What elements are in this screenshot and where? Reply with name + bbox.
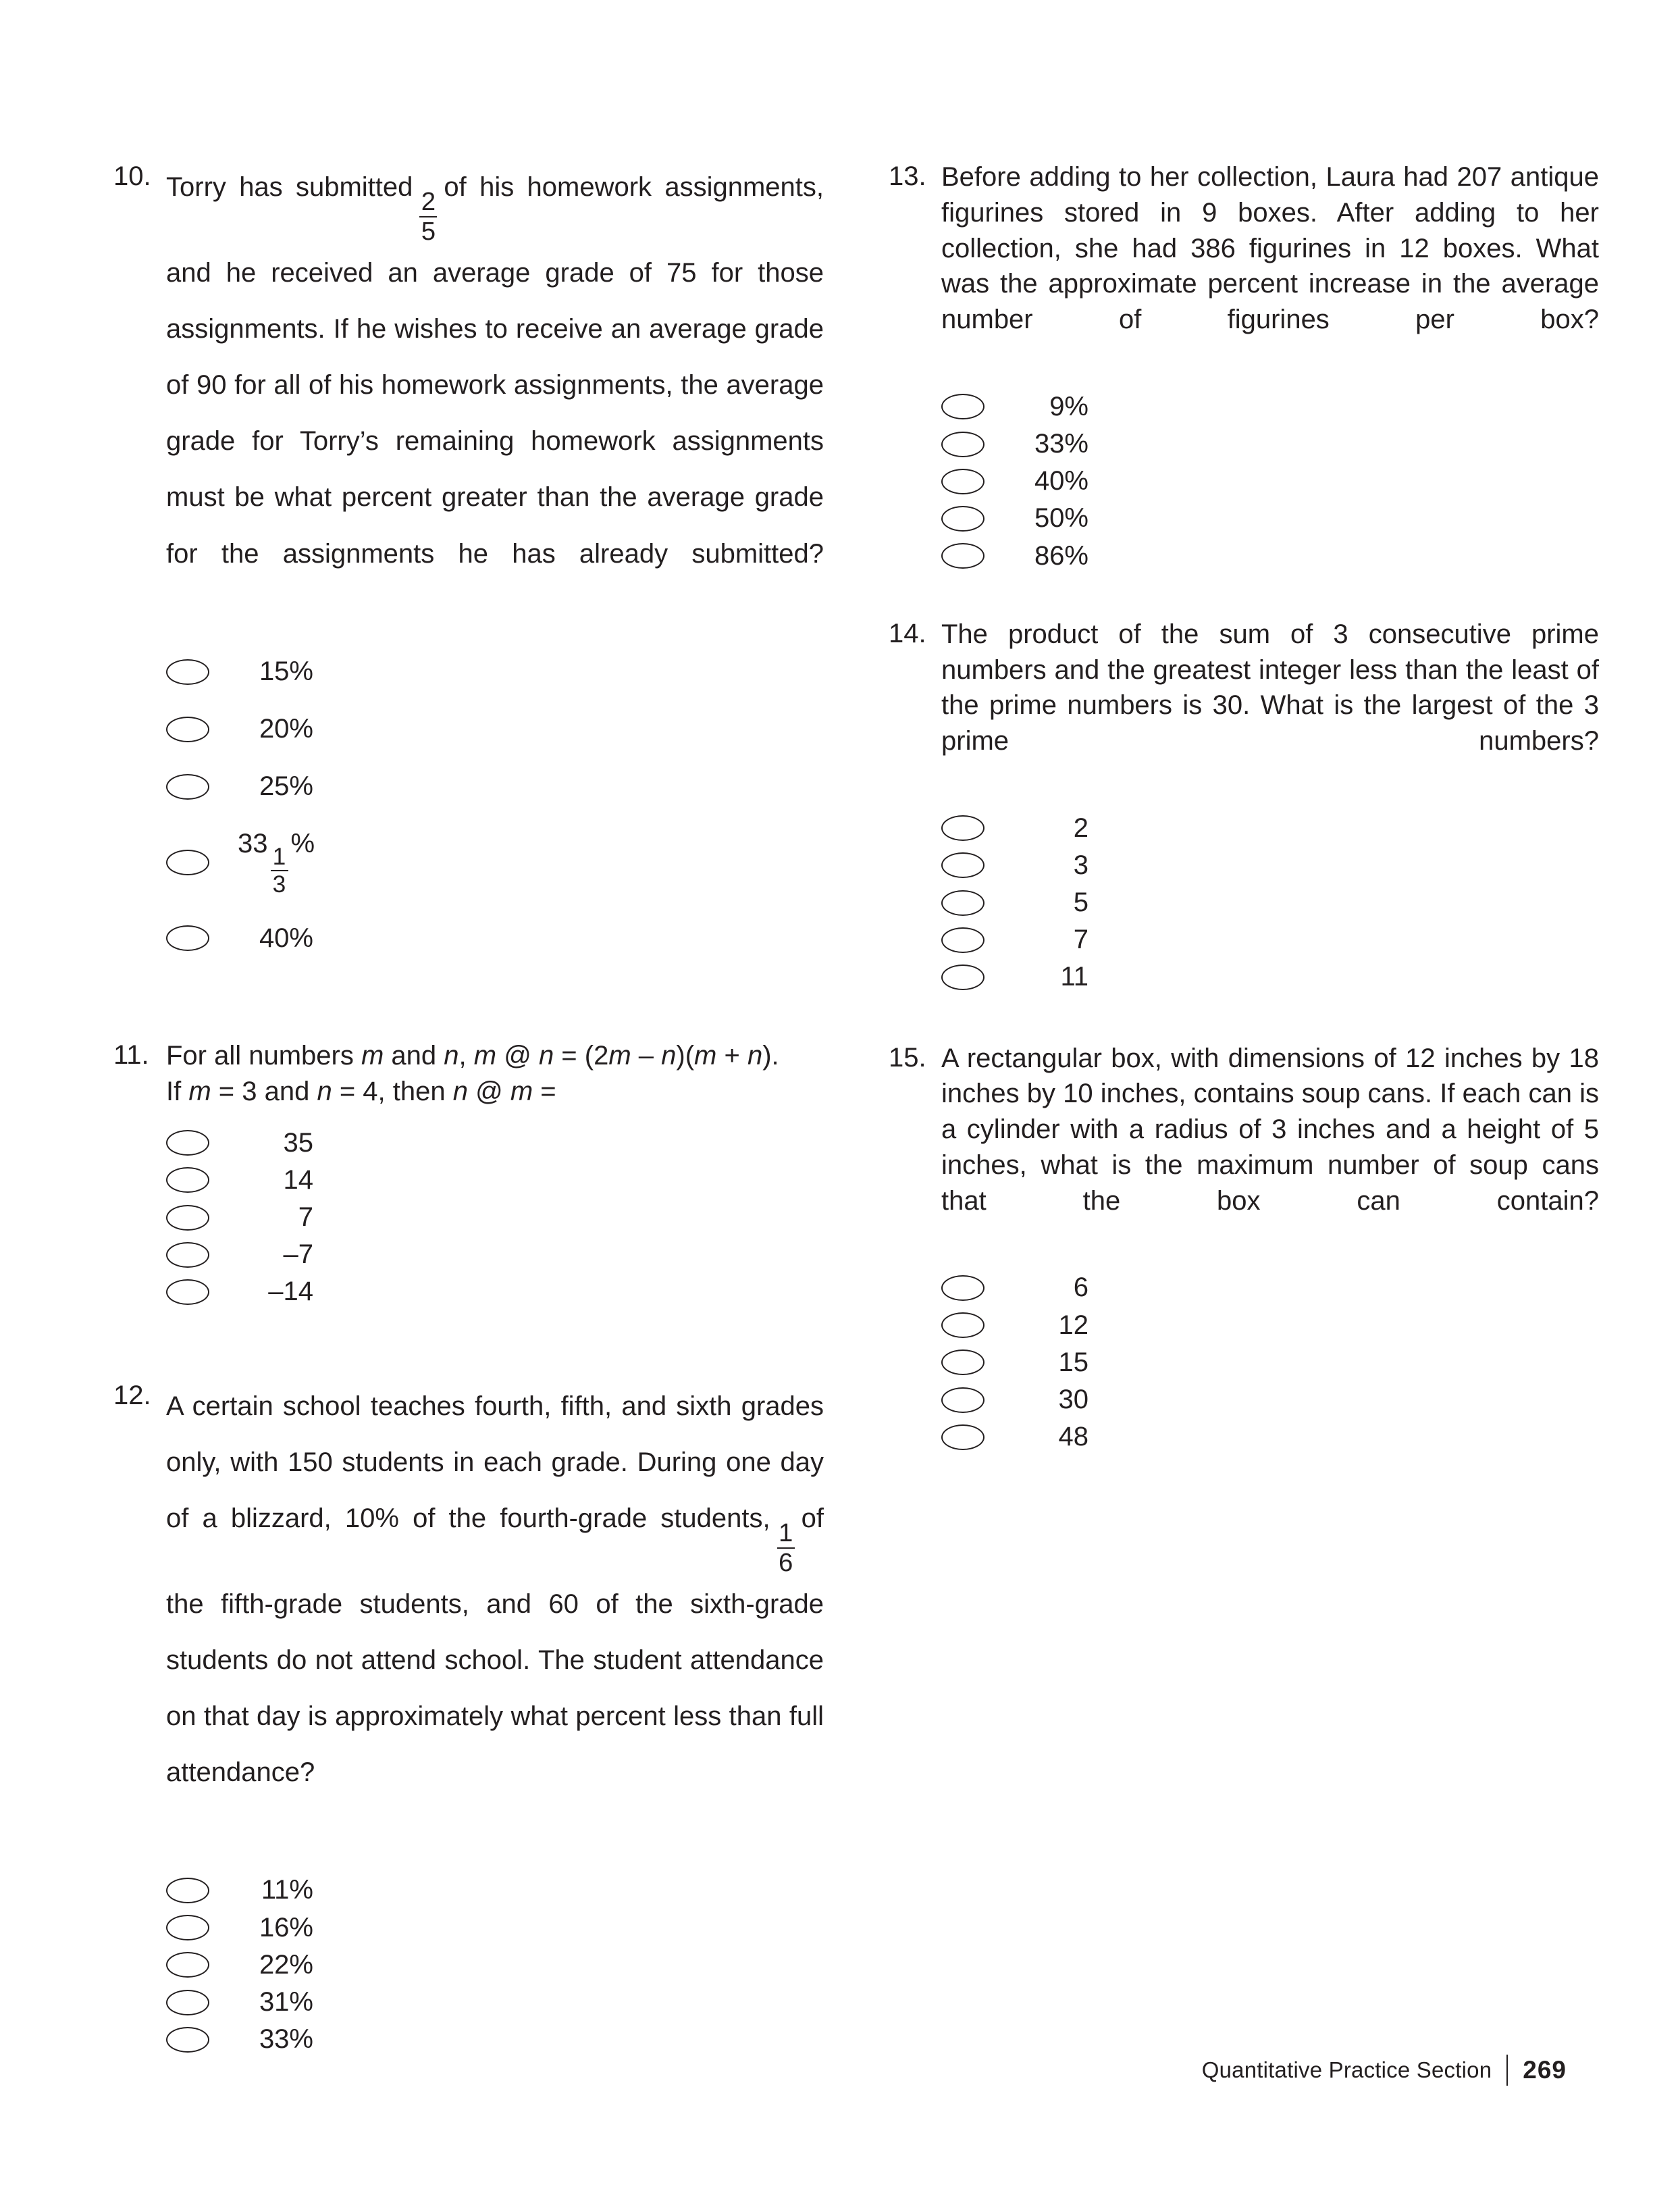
question-14-text: The product of the sum of 3 consecutive prime numbers and the greatest integer less than the least of the prime numbers is 30. What is the largest of the 3 prime numbers? bbox=[941, 619, 1599, 756]
spacer bbox=[889, 999, 1599, 1041]
question-14 bbox=[889, 617, 1599, 994]
choice-option[interactable] bbox=[166, 1164, 824, 1196]
question-10-number: 10. bbox=[113, 161, 151, 191]
variable-n: n bbox=[747, 1040, 763, 1071]
spacer bbox=[113, 980, 824, 1038]
choice-label: 14 bbox=[283, 1164, 313, 1195]
question-13-row bbox=[889, 159, 1599, 374]
choice-label: 20% bbox=[259, 714, 313, 744]
spacer bbox=[113, 1314, 824, 1379]
question-11 bbox=[113, 1038, 824, 1308]
choice-option[interactable] bbox=[941, 1310, 1599, 1341]
variable-m: m bbox=[361, 1040, 384, 1071]
q11-seg: @ bbox=[496, 1040, 539, 1071]
choice-option[interactable] bbox=[166, 771, 824, 802]
answer-bubble-icon[interactable] bbox=[941, 506, 985, 532]
answer-bubble-icon[interactable] bbox=[941, 1424, 985, 1450]
choice-option[interactable] bbox=[166, 1127, 824, 1159]
variable-n: n bbox=[661, 1040, 677, 1071]
question-12-number: 12. bbox=[113, 1380, 151, 1410]
choice-label: 7 bbox=[298, 1202, 313, 1232]
q11-seg: @ bbox=[468, 1076, 510, 1106]
variable-n: n bbox=[452, 1076, 468, 1106]
answer-bubble-icon[interactable] bbox=[941, 890, 985, 916]
variable-m: m bbox=[510, 1076, 533, 1106]
page-footer bbox=[1202, 2055, 1567, 2086]
choice-option[interactable] bbox=[941, 813, 1599, 844]
choice-option[interactable] bbox=[941, 428, 1599, 460]
choice-label: 5 bbox=[1073, 887, 1088, 918]
choice-label: 7 bbox=[1073, 925, 1088, 955]
choice-option[interactable] bbox=[941, 1272, 1599, 1304]
choice-label: 33% bbox=[1034, 428, 1088, 459]
question-11-text bbox=[166, 1038, 824, 1110]
choice-label: –7 bbox=[283, 1239, 313, 1270]
answer-bubble-icon[interactable] bbox=[941, 815, 985, 841]
question-13 bbox=[889, 159, 1599, 572]
footer-section-label: Quantitative Practice Section bbox=[1201, 2057, 1492, 2082]
choice-option[interactable] bbox=[166, 828, 824, 896]
left-column bbox=[113, 159, 824, 2061]
question-11-row bbox=[113, 1038, 824, 1110]
question-12-text-part2: of the fifth-grade students, and 60 of the sixth-grade students do not attend school. The student attendance on that day is approximately what percent less than full attendance? bbox=[166, 1503, 824, 1788]
choice-label: 16% bbox=[259, 1912, 313, 1942]
variable-n: n bbox=[317, 1076, 332, 1106]
choice-label: 11% bbox=[261, 1875, 313, 1905]
choice-label: 40% bbox=[1034, 466, 1088, 496]
choice-label: 9% bbox=[1049, 391, 1088, 421]
question-13-text: Before adding to her collection, Laura had 207 antique figurines stored in 9 boxes. After adding to her collection, she had 386 figurines in 12 boxes. What was the approximate percent increase in the average number of figurines per box? bbox=[941, 162, 1599, 335]
choice-option[interactable] bbox=[166, 1202, 824, 1233]
choice-option[interactable] bbox=[166, 1986, 824, 2018]
choice-option[interactable] bbox=[941, 1384, 1599, 1416]
question-15-text: A rectangular box, with dimensions of 12 inches by 18 inches by 10 inches, contains soup cans. If each can is a cylinder with a radius of 3 inches and a height of 5 inches, what is the maximum number of soup cans that the box can contain? bbox=[941, 1043, 1599, 1216]
question-13-choices bbox=[941, 391, 1599, 572]
question-12-row bbox=[113, 1379, 824, 1857]
q11-seg: )( bbox=[676, 1040, 695, 1071]
fraction-two-fifths bbox=[419, 186, 437, 247]
q11-seg: For all numbers bbox=[166, 1040, 361, 1071]
fraction-denominator: 6 bbox=[778, 1548, 793, 1578]
choice-label: 86% bbox=[1034, 540, 1088, 571]
answer-bubble-icon[interactable] bbox=[166, 850, 209, 875]
answer-bubble-icon[interactable] bbox=[166, 1878, 209, 1903]
choice-label: 50% bbox=[1034, 503, 1088, 534]
question-10-text bbox=[166, 159, 824, 638]
choice-label: 22% bbox=[259, 1949, 313, 1980]
choice-option[interactable] bbox=[941, 1421, 1599, 1453]
question-14-row bbox=[889, 617, 1599, 795]
choice-option[interactable] bbox=[166, 713, 824, 745]
choice-label: 15% bbox=[259, 656, 313, 686]
choice-label: 6 bbox=[1073, 1272, 1088, 1303]
choice-label: 48 bbox=[1058, 1422, 1088, 1452]
choice-option[interactable] bbox=[166, 1239, 824, 1270]
question-10-row bbox=[113, 159, 824, 638]
q11-seg: = 4, then bbox=[332, 1076, 453, 1106]
choice-option[interactable] bbox=[941, 503, 1599, 534]
choice-option[interactable] bbox=[166, 656, 824, 688]
variable-m: m bbox=[188, 1076, 211, 1106]
choice-label: 15 bbox=[1058, 1347, 1088, 1377]
fraction-one-sixth bbox=[777, 1520, 795, 1576]
variable-m: m bbox=[608, 1040, 631, 1071]
choice-option[interactable] bbox=[166, 923, 824, 954]
question-14-choices bbox=[941, 813, 1599, 994]
answer-bubble-icon[interactable] bbox=[166, 1130, 209, 1156]
answer-bubble-icon[interactable] bbox=[941, 1312, 985, 1338]
answer-bubble-icon[interactable] bbox=[166, 1990, 209, 2015]
percent-suffix: % bbox=[290, 829, 315, 859]
choice-option[interactable] bbox=[166, 1912, 824, 1944]
spacer bbox=[889, 577, 1599, 617]
answer-bubble-icon[interactable] bbox=[941, 927, 985, 953]
fraction-denominator: 5 bbox=[421, 217, 436, 247]
q11-seg: = 3 and bbox=[211, 1076, 317, 1106]
answer-bubble-icon[interactable] bbox=[166, 925, 209, 951]
fraction-denominator: 3 bbox=[272, 871, 286, 898]
right-column bbox=[889, 159, 1599, 1458]
choice-label: 12 bbox=[1058, 1310, 1088, 1340]
choice-label: 40% bbox=[259, 923, 313, 953]
answer-bubble-icon[interactable] bbox=[941, 1387, 985, 1413]
choice-option[interactable] bbox=[941, 850, 1599, 881]
fraction-numerator: 1 bbox=[778, 1518, 793, 1547]
fraction-numerator: 1 bbox=[272, 844, 286, 871]
question-11-choices bbox=[166, 1127, 824, 1308]
answer-bubble-icon[interactable] bbox=[166, 2027, 209, 2053]
choice-label: –14 bbox=[268, 1277, 313, 1307]
choice-option[interactable] bbox=[166, 1949, 824, 1981]
answer-bubble-icon[interactable] bbox=[941, 469, 985, 494]
question-15 bbox=[889, 1041, 1599, 1453]
choice-option[interactable] bbox=[941, 961, 1599, 993]
question-13-number: 13. bbox=[889, 161, 926, 191]
choice-label: 2 bbox=[1073, 813, 1088, 843]
choice-label: 3 bbox=[1073, 850, 1088, 880]
question-12-text-part1: A certain school teaches fourth, fifth, and sixth grades only, with 150 students in each grade. During one day of a blizzard, 10% of the fourth-grade students, bbox=[166, 1391, 824, 1533]
question-12 bbox=[113, 1379, 824, 2056]
answer-bubble-icon[interactable] bbox=[166, 1167, 209, 1193]
question-12-text bbox=[166, 1379, 824, 1857]
choice-option[interactable] bbox=[941, 465, 1599, 497]
choice-label: 30 bbox=[1058, 1384, 1088, 1414]
choice-option[interactable] bbox=[166, 2024, 824, 2055]
answer-bubble-icon[interactable] bbox=[166, 717, 209, 742]
question-11-number: 11. bbox=[113, 1039, 149, 1070]
question-10-text-part2: of his homework assignments, and he received an average grade of 75 for those assignments. If he wishes to receive an average grade of 90 for all of his homework assignments, the average grade for Torry’s remaining homework assignments must be what percent greater than the average grade for the assignments he has already submitted? bbox=[166, 172, 824, 569]
answer-bubble-icon[interactable] bbox=[941, 852, 985, 878]
question-12-choices bbox=[166, 1874, 824, 2055]
question-10-choices bbox=[166, 656, 824, 954]
fraction-one-third bbox=[271, 845, 288, 897]
mixed-whole-part: 33 bbox=[238, 829, 268, 859]
question-15-row bbox=[889, 1041, 1599, 1255]
choice-option[interactable] bbox=[941, 540, 1599, 572]
q11-seg: – bbox=[631, 1040, 662, 1071]
q11-seg: If bbox=[166, 1076, 189, 1106]
choice-option[interactable] bbox=[941, 1347, 1599, 1379]
footer-divider bbox=[1506, 2055, 1508, 2086]
variable-m: m bbox=[694, 1040, 717, 1071]
q11-seg: ). bbox=[762, 1040, 779, 1071]
variable-n: n bbox=[538, 1040, 554, 1071]
question-10 bbox=[113, 159, 824, 954]
q11-seg: = bbox=[533, 1076, 556, 1106]
question-15-number: 15. bbox=[889, 1042, 926, 1073]
choice-option[interactable] bbox=[166, 1276, 824, 1308]
question-15-choices bbox=[941, 1272, 1599, 1453]
answer-bubble-icon[interactable] bbox=[166, 1915, 209, 1940]
q11-seg: , bbox=[458, 1040, 474, 1071]
answer-bubble-icon[interactable] bbox=[941, 964, 985, 990]
variable-n: n bbox=[444, 1040, 459, 1071]
choice-label: 35 bbox=[283, 1127, 313, 1158]
choice-option[interactable] bbox=[941, 887, 1599, 919]
fraction-numerator: 2 bbox=[421, 186, 436, 216]
answer-bubble-icon[interactable] bbox=[166, 774, 209, 800]
answer-bubble-icon[interactable] bbox=[941, 394, 985, 419]
answer-bubble-icon[interactable] bbox=[166, 659, 209, 685]
choice-label-mixed-fraction bbox=[238, 828, 315, 896]
page-number: 269 bbox=[1523, 2056, 1567, 2084]
answer-bubble-icon[interactable] bbox=[166, 1205, 209, 1231]
q11-seg: + bbox=[716, 1040, 747, 1071]
choice-label: 33% bbox=[259, 2024, 313, 2055]
choice-label: 11 bbox=[1060, 962, 1088, 992]
variable-m: m bbox=[473, 1040, 497, 1071]
choice-option[interactable] bbox=[941, 391, 1599, 423]
choice-label: 31% bbox=[259, 1987, 313, 2017]
two-column-layout bbox=[113, 159, 1599, 2061]
answer-bubble-icon[interactable] bbox=[166, 1279, 209, 1305]
answer-bubble-icon[interactable] bbox=[166, 1242, 209, 1268]
answer-bubble-icon[interactable] bbox=[941, 543, 985, 569]
answer-bubble-icon[interactable] bbox=[941, 1349, 985, 1375]
question-14-number: 14. bbox=[889, 618, 926, 648]
question-10-text-part1: Torry has submitted bbox=[166, 172, 413, 202]
choice-label: 25% bbox=[259, 771, 313, 802]
answer-bubble-icon[interactable] bbox=[941, 432, 985, 457]
answer-bubble-icon[interactable] bbox=[166, 1952, 209, 1978]
answer-bubble-icon[interactable] bbox=[941, 1275, 985, 1301]
choice-option[interactable] bbox=[166, 1874, 824, 1906]
q11-seg: and bbox=[384, 1040, 444, 1071]
q11-seg: = (2 bbox=[554, 1040, 609, 1071]
choice-option[interactable] bbox=[941, 924, 1599, 956]
